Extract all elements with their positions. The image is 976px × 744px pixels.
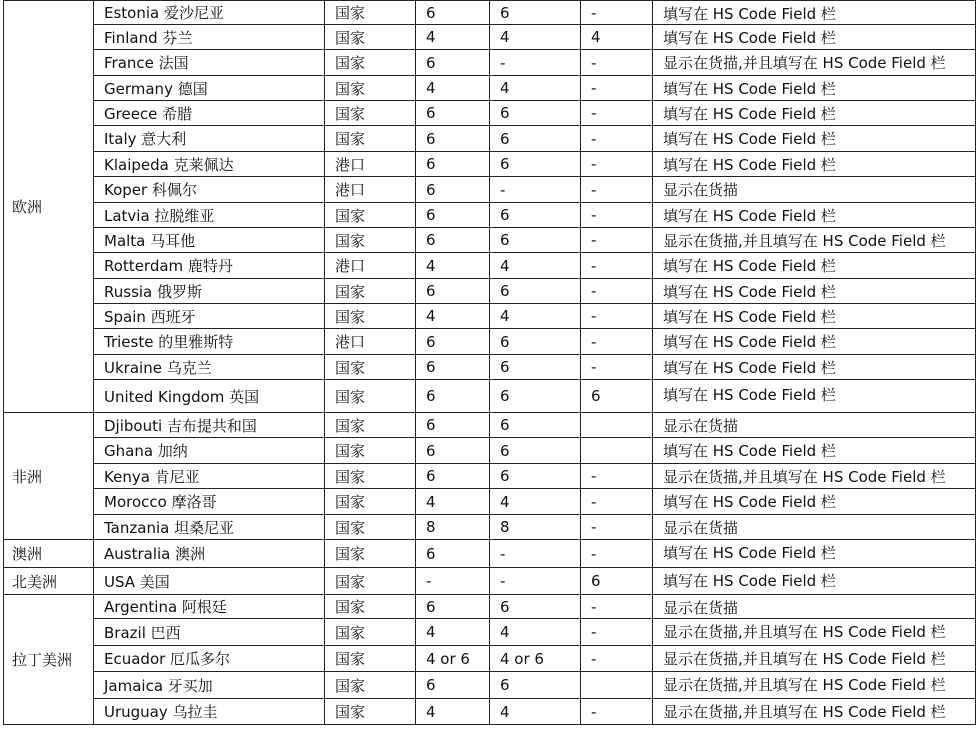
location-type-cell: 国家: [325, 279, 416, 304]
table-row: [4, 50, 976, 76]
table-row: [4, 253, 976, 279]
digits-col3-cell: -: [581, 126, 653, 152]
country-name-cell: Brazil 巴西: [94, 619, 325, 646]
digits-col1-cell: 6: [416, 355, 490, 380]
region-cell: 拉丁美洲: [4, 595, 94, 725]
digits-col3-cell: [581, 438, 653, 464]
digits-col1-cell: 6: [416, 540, 490, 568]
location-type-cell: 国家: [325, 228, 416, 253]
digits-col2-cell: 6: [490, 464, 581, 489]
location-type-cell: 国家: [325, 540, 416, 568]
digits-col1-cell: 6: [416, 126, 490, 152]
digits-col2-cell: -: [490, 50, 581, 76]
table-row: [4, 279, 976, 304]
digits-col2-cell: 6: [490, 101, 581, 126]
digits-col1-cell: 6: [416, 438, 490, 464]
country-name-cell: Jamaica 牙买加: [94, 672, 325, 699]
instruction-note-cell: 显示在货描: [653, 515, 976, 540]
country-name-cell: Spain 西班牙: [94, 304, 325, 329]
location-type-cell: 国家: [325, 203, 416, 228]
digits-col3-cell: -: [581, 50, 653, 76]
table-row: [4, 152, 976, 177]
digits-col2-cell: 6: [490, 672, 581, 699]
digits-col3-cell: -: [581, 228, 653, 253]
country-name-cell: Koper 科佩尔: [94, 177, 325, 203]
table-body: [4, 1, 976, 725]
digits-col1-cell: 6: [416, 203, 490, 228]
digits-col2-cell: 6: [490, 203, 581, 228]
digits-col3-cell: [581, 672, 653, 699]
digits-col2-cell: 4: [490, 76, 581, 101]
digits-col1-cell: 6: [416, 177, 490, 203]
digits-col2-cell: 8: [490, 515, 581, 540]
location-type-cell: 国家: [325, 568, 416, 595]
country-name-cell: Ecuador 厄瓜多尔: [94, 646, 325, 672]
digits-col1-cell: 6: [416, 101, 490, 126]
location-type-cell: 国家: [325, 304, 416, 329]
table-row: [4, 619, 976, 646]
location-type-cell: 港口: [325, 329, 416, 355]
country-name-cell: Latvia 拉脱维亚: [94, 203, 325, 228]
country-name-cell: Djibouti 吉布提共和国: [94, 413, 325, 438]
country-name-cell: Klaipeda 克莱佩达: [94, 152, 325, 177]
instruction-note-cell: 填写在 HS Code Field 栏: [653, 355, 976, 380]
digits-col2-cell: 6: [490, 413, 581, 438]
instruction-note-cell: 显示在货描,并且填写在 HS Code Field 栏: [653, 646, 976, 672]
digits-col3-cell: -: [581, 76, 653, 101]
digits-col3-cell: -: [581, 101, 653, 126]
digits-col1-cell: 4: [416, 253, 490, 279]
table-row: [4, 672, 976, 699]
table-row: [4, 568, 976, 595]
table-row: [4, 489, 976, 515]
instruction-note-cell: 填写在 HS Code Field 栏: [653, 380, 976, 413]
location-type-cell: 国家: [325, 619, 416, 646]
instruction-note-cell: 填写在 HS Code Field 栏: [653, 1, 976, 25]
instruction-note-cell: 填写在 HS Code Field 栏: [653, 25, 976, 50]
country-name-cell: Ukraine 乌克兰: [94, 355, 325, 380]
digits-col2-cell: 4: [490, 489, 581, 515]
digits-col3-cell: -: [581, 489, 653, 515]
table-row: [4, 101, 976, 126]
location-type-cell: 国家: [325, 380, 416, 413]
digits-col3-cell: -: [581, 304, 653, 329]
location-type-cell: 国家: [325, 595, 416, 619]
digits-col2-cell: 6: [490, 438, 581, 464]
digits-col2-cell: 4: [490, 304, 581, 329]
digits-col2-cell: 6: [490, 380, 581, 413]
digits-col1-cell: 6: [416, 595, 490, 619]
country-name-cell: Trieste 的里雅斯特: [94, 329, 325, 355]
instruction-note-cell: 显示在货描,并且填写在 HS Code Field 栏: [653, 50, 976, 76]
table-row: [4, 438, 976, 464]
location-type-cell: 国家: [325, 699, 416, 725]
country-name-cell: Estonia 爱沙尼亚: [94, 1, 325, 25]
instruction-note-cell: 填写在 HS Code Field 栏: [653, 540, 976, 568]
location-type-cell: 国家: [325, 489, 416, 515]
instruction-note-cell: 填写在 HS Code Field 栏: [653, 76, 976, 101]
location-type-cell: 国家: [325, 413, 416, 438]
table-row: [4, 76, 976, 101]
country-name-cell: Morocco 摩洛哥: [94, 489, 325, 515]
location-type-cell: 国家: [325, 1, 416, 25]
location-type-cell: 港口: [325, 152, 416, 177]
table-row: [4, 540, 976, 568]
location-type-cell: 国家: [325, 672, 416, 699]
digits-col3-cell: -: [581, 595, 653, 619]
location-type-cell: 国家: [325, 101, 416, 126]
digits-col3-cell: -: [581, 203, 653, 228]
country-name-cell: Finland 芬兰: [94, 25, 325, 50]
digits-col1-cell: 6: [416, 413, 490, 438]
table-row: [4, 413, 976, 438]
table-row: [4, 203, 976, 228]
region-cell: 北美洲: [4, 568, 94, 595]
instruction-note-cell: 填写在 HS Code Field 栏: [653, 438, 976, 464]
country-name-cell: Italy 意大利: [94, 126, 325, 152]
digits-col3-cell: -: [581, 699, 653, 725]
location-type-cell: 国家: [325, 438, 416, 464]
instruction-note-cell: 填写在 HS Code Field 栏: [653, 126, 976, 152]
digits-col2-cell: 6: [490, 152, 581, 177]
table-row: [4, 1, 976, 25]
instruction-note-cell: 填写在 HS Code Field 栏: [653, 203, 976, 228]
country-name-cell: USA 美国: [94, 568, 325, 595]
digits-col2-cell: 4: [490, 699, 581, 725]
table-row: [4, 515, 976, 540]
table-row: [4, 25, 976, 50]
table-row: [4, 355, 976, 380]
instruction-note-cell: 填写在 HS Code Field 栏: [653, 101, 976, 126]
location-type-cell: 国家: [325, 515, 416, 540]
instruction-note-cell: 填写在 HS Code Field 栏: [653, 152, 976, 177]
digits-col3-cell: -: [581, 355, 653, 380]
digits-col2-cell: 6: [490, 228, 581, 253]
digits-col1-cell: 6: [416, 228, 490, 253]
instruction-note-cell: 显示在货描,并且填写在 HS Code Field 栏: [653, 619, 976, 646]
digits-col3-cell: -: [581, 152, 653, 177]
digits-col1-cell: 4: [416, 489, 490, 515]
instruction-note-cell: 填写在 HS Code Field 栏: [653, 279, 976, 304]
digits-col3-cell: 6: [581, 568, 653, 595]
country-name-cell: Greece 希腊: [94, 101, 325, 126]
digits-col2-cell: 4: [490, 253, 581, 279]
location-type-cell: 国家: [325, 464, 416, 489]
digits-col2-cell: 6: [490, 1, 581, 25]
digits-col1-cell: 4: [416, 25, 490, 50]
digits-col3-cell: -: [581, 253, 653, 279]
region-cell: 欧洲: [4, 1, 94, 413]
digits-col2-cell: -: [490, 177, 581, 203]
table-row: [4, 329, 976, 355]
instruction-note-cell: 显示在货描: [653, 413, 976, 438]
table-row: [4, 304, 976, 329]
digits-col1-cell: 4: [416, 304, 490, 329]
location-type-cell: 国家: [325, 126, 416, 152]
table-row: [4, 699, 976, 725]
instruction-note-cell: 填写在 HS Code Field 栏: [653, 253, 976, 279]
digits-col2-cell: -: [490, 568, 581, 595]
digits-col3-cell: -: [581, 279, 653, 304]
digits-col3-cell: 4: [581, 25, 653, 50]
instruction-note-cell: 显示在货描,并且填写在 HS Code Field 栏: [653, 464, 976, 489]
digits-col2-cell: 6: [490, 329, 581, 355]
digits-col1-cell: 4 or 6: [416, 646, 490, 672]
country-name-cell: France 法国: [94, 50, 325, 76]
instruction-note-cell: 填写在 HS Code Field 栏: [653, 329, 976, 355]
instruction-note-cell: 显示在货描: [653, 177, 976, 203]
digits-col1-cell: 6: [416, 152, 490, 177]
digits-col1-cell: 6: [416, 380, 490, 413]
digits-col1-cell: -: [416, 568, 490, 595]
digits-col1-cell: 6: [416, 279, 490, 304]
location-type-cell: 港口: [325, 253, 416, 279]
digits-col1-cell: 4: [416, 76, 490, 101]
instruction-note-cell: 显示在货描,并且填写在 HS Code Field 栏: [653, 672, 976, 699]
table-row: [4, 177, 976, 203]
country-name-cell: Tanzania 坦桑尼亚: [94, 515, 325, 540]
table-row: [4, 595, 976, 619]
country-name-cell: Argentina 阿根廷: [94, 595, 325, 619]
country-name-cell: Australia 澳洲: [94, 540, 325, 568]
region-cell: 非洲: [4, 413, 94, 540]
location-type-cell: 国家: [325, 50, 416, 76]
hs-code-requirements-table: [3, 0, 976, 725]
country-name-cell: Kenya 肯尼亚: [94, 464, 325, 489]
digits-col3-cell: -: [581, 177, 653, 203]
digits-col2-cell: 6: [490, 279, 581, 304]
digits-col1-cell: 4: [416, 619, 490, 646]
table-row: [4, 228, 976, 253]
digits-col3-cell: -: [581, 464, 653, 489]
digits-col2-cell: 4: [490, 619, 581, 646]
digits-col3-cell: -: [581, 515, 653, 540]
country-name-cell: United Kingdom 英国: [94, 380, 325, 413]
location-type-cell: 国家: [325, 646, 416, 672]
table-row: [4, 646, 976, 672]
digits-col3-cell: -: [581, 540, 653, 568]
country-name-cell: Uruguay 乌拉圭: [94, 699, 325, 725]
digits-col3-cell: 6: [581, 380, 653, 413]
digits-col2-cell: 6: [490, 126, 581, 152]
digits-col1-cell: 4: [416, 699, 490, 725]
digits-col2-cell: -: [490, 540, 581, 568]
country-name-cell: Germany 德国: [94, 76, 325, 101]
digits-col1-cell: 6: [416, 464, 490, 489]
digits-col1-cell: 6: [416, 329, 490, 355]
digits-col3-cell: -: [581, 329, 653, 355]
country-name-cell: Ghana 加纳: [94, 438, 325, 464]
digits-col2-cell: 4: [490, 25, 581, 50]
instruction-note-cell: 填写在 HS Code Field 栏: [653, 304, 976, 329]
location-type-cell: 港口: [325, 177, 416, 203]
digits-col1-cell: 6: [416, 672, 490, 699]
instruction-note-cell: 显示在货描,并且填写在 HS Code Field 栏: [653, 699, 976, 725]
table-row: [4, 126, 976, 152]
region-cell: 澳洲: [4, 540, 94, 568]
digits-col2-cell: 4 or 6: [490, 646, 581, 672]
digits-col1-cell: 6: [416, 50, 490, 76]
digits-col2-cell: 6: [490, 595, 581, 619]
digits-col1-cell: 8: [416, 515, 490, 540]
instruction-note-cell: 显示在货描,并且填写在 HS Code Field 栏: [653, 228, 976, 253]
location-type-cell: 国家: [325, 355, 416, 380]
country-name-cell: Malta 马耳他: [94, 228, 325, 253]
digits-col3-cell: -: [581, 1, 653, 25]
country-name-cell: Russia 俄罗斯: [94, 279, 325, 304]
country-name-cell: Rotterdam 鹿特丹: [94, 253, 325, 279]
digits-col1-cell: 6: [416, 1, 490, 25]
table-row: [4, 464, 976, 489]
location-type-cell: 国家: [325, 25, 416, 50]
location-type-cell: 国家: [325, 76, 416, 101]
instruction-note-cell: 填写在 HS Code Field 栏: [653, 568, 976, 595]
instruction-note-cell: 填写在 HS Code Field 栏: [653, 489, 976, 515]
digits-col3-cell: -: [581, 619, 653, 646]
digits-col3-cell: [581, 413, 653, 438]
table-row: [4, 380, 976, 413]
digits-col2-cell: 6: [490, 355, 581, 380]
digits-col3-cell: -: [581, 646, 653, 672]
instruction-note-cell: 显示在货描: [653, 595, 976, 619]
